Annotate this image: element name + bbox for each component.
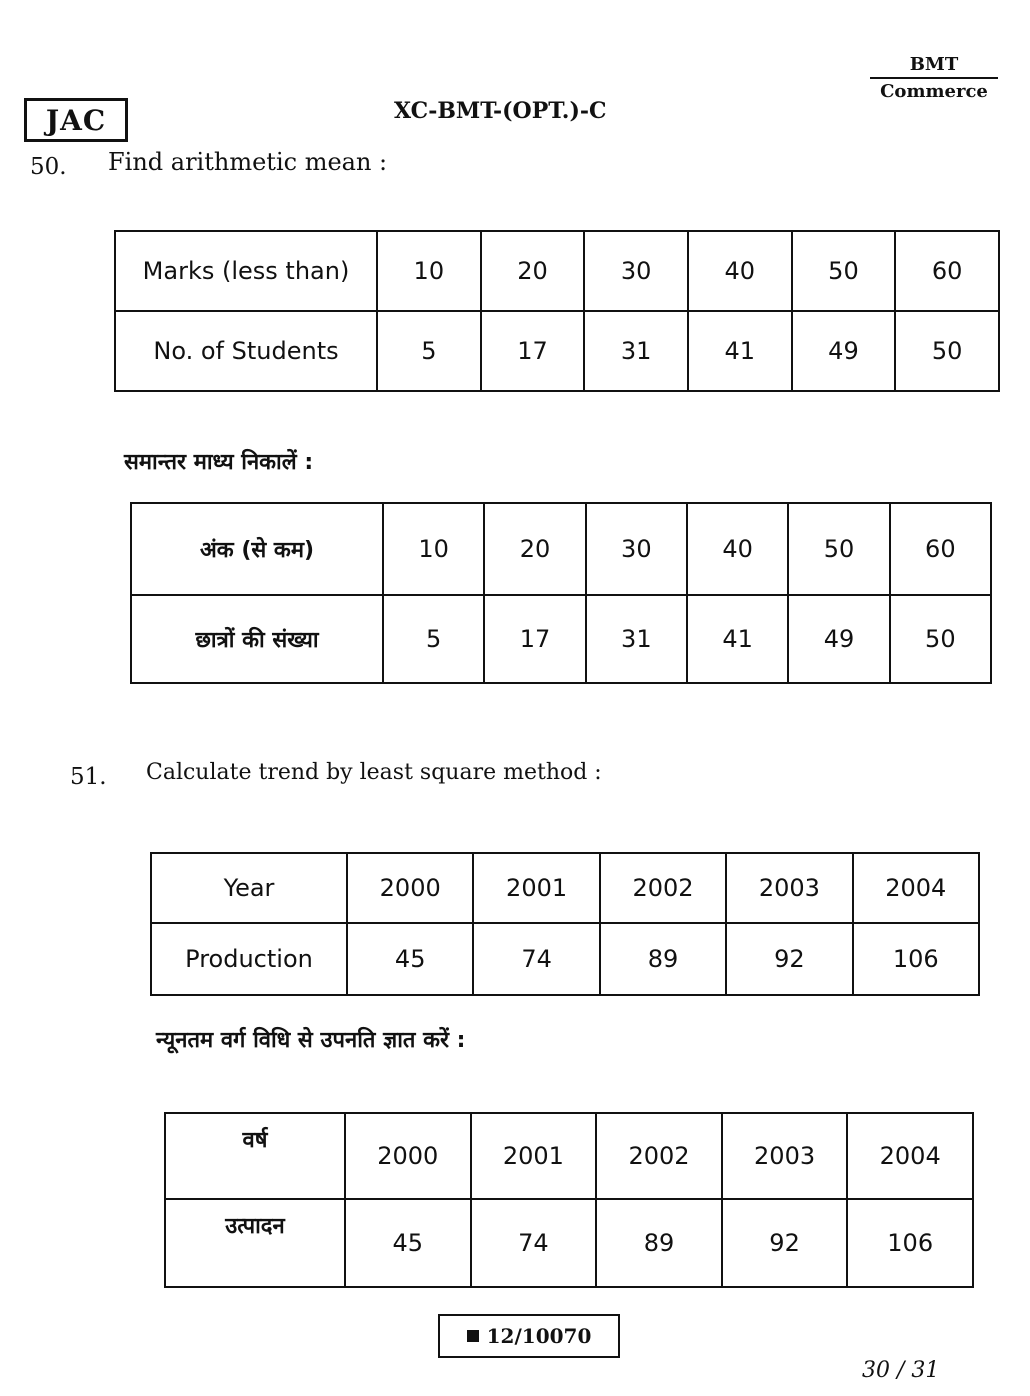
table-cell: 45: [345, 1199, 471, 1287]
table-cell: 41: [687, 595, 788, 683]
table-row: [131, 595, 991, 683]
table-cell: 17: [484, 595, 585, 683]
table-cell: 74: [473, 923, 599, 995]
table-cell: 74: [471, 1199, 597, 1287]
table-cell: 20: [484, 503, 585, 595]
table-cell: 31: [584, 311, 688, 391]
table-cell: 10: [383, 503, 484, 595]
q51-text-en: Calculate trend by least square method :: [146, 760, 602, 785]
document-number: [438, 1314, 620, 1358]
table-cell: 60: [890, 503, 991, 595]
table-cell: 50: [895, 311, 999, 391]
table-cell: 31: [586, 595, 687, 683]
table-cell: 106: [847, 1199, 973, 1287]
table-cell: 2004: [853, 853, 979, 923]
table-cell: 20: [481, 231, 585, 311]
table-cell: 2003: [722, 1113, 848, 1199]
row-label: No. of Students: [115, 311, 377, 391]
q50-number: 50.: [30, 154, 67, 180]
table-cell: 49: [788, 595, 889, 683]
q51-table-hi: [164, 1112, 974, 1288]
table-cell: 40: [687, 503, 788, 595]
q50-table-en: [114, 230, 1000, 392]
table-cell: 2000: [345, 1113, 471, 1199]
board-badge: JAC: [24, 98, 128, 142]
table-row: [115, 311, 999, 391]
table-cell: 49: [792, 311, 896, 391]
table-row: [131, 503, 991, 595]
row-label: Year: [151, 853, 347, 923]
row-label: उत्पादन: [165, 1199, 345, 1287]
table-cell: 50: [890, 595, 991, 683]
table-row: [165, 1199, 973, 1287]
table-row: [151, 853, 979, 923]
table-cell: 17: [481, 311, 585, 391]
q50-text-en: Find arithmetic mean :: [108, 148, 388, 176]
table-cell: 2004: [847, 1113, 973, 1199]
table-row: [151, 923, 979, 995]
table-cell: 30: [586, 503, 687, 595]
table-cell: 41: [688, 311, 792, 391]
table-row: [115, 231, 999, 311]
table-cell: 5: [383, 595, 484, 683]
table-cell: 60: [895, 231, 999, 311]
table-cell: 2001: [473, 853, 599, 923]
q50-table-hi: [130, 502, 992, 684]
table-cell: 10: [377, 231, 481, 311]
table-cell: 45: [347, 923, 473, 995]
subject-bottom: Commerce: [880, 81, 988, 102]
document-number-text: 12/10070: [486, 1324, 592, 1348]
row-label: Production: [151, 923, 347, 995]
q51-number: 51.: [70, 764, 107, 790]
subject-block: [870, 54, 998, 102]
table-cell: 40: [688, 231, 792, 311]
table-row: [165, 1113, 973, 1199]
table-cell: 92: [726, 923, 852, 995]
table-cell: 50: [792, 231, 896, 311]
table-cell: 2003: [726, 853, 852, 923]
q51-table-en: [150, 852, 980, 996]
table-cell: 2001: [471, 1113, 597, 1199]
table-cell: 30: [584, 231, 688, 311]
square-bullet-icon: [467, 1330, 479, 1342]
row-label: Marks (less than): [115, 231, 377, 311]
table-cell: 2002: [600, 853, 726, 923]
row-label: छात्रों की संख्या: [131, 595, 383, 683]
row-label: वर्ष: [165, 1113, 345, 1199]
q51-text-hi: न्यूनतम वर्ग विधि से उपनति ज्ञात करें :: [156, 1028, 466, 1053]
table-cell: 89: [600, 923, 726, 995]
table-cell: 92: [722, 1199, 848, 1287]
subject-top: BMT: [870, 54, 998, 79]
q50-text-hi: समान्तर माध्य निकालें :: [124, 450, 314, 475]
table-cell: 50: [788, 503, 889, 595]
table-cell: 106: [853, 923, 979, 995]
table-cell: 5: [377, 311, 481, 391]
table-cell: 89: [596, 1199, 722, 1287]
table-cell: 2000: [347, 853, 473, 923]
row-label: अंक (से कम): [131, 503, 383, 595]
table-cell: 2002: [596, 1113, 722, 1199]
page-number: 30 / 31: [862, 1358, 940, 1383]
paper-code: XC-BMT-(OPT.)-C: [394, 98, 607, 124]
